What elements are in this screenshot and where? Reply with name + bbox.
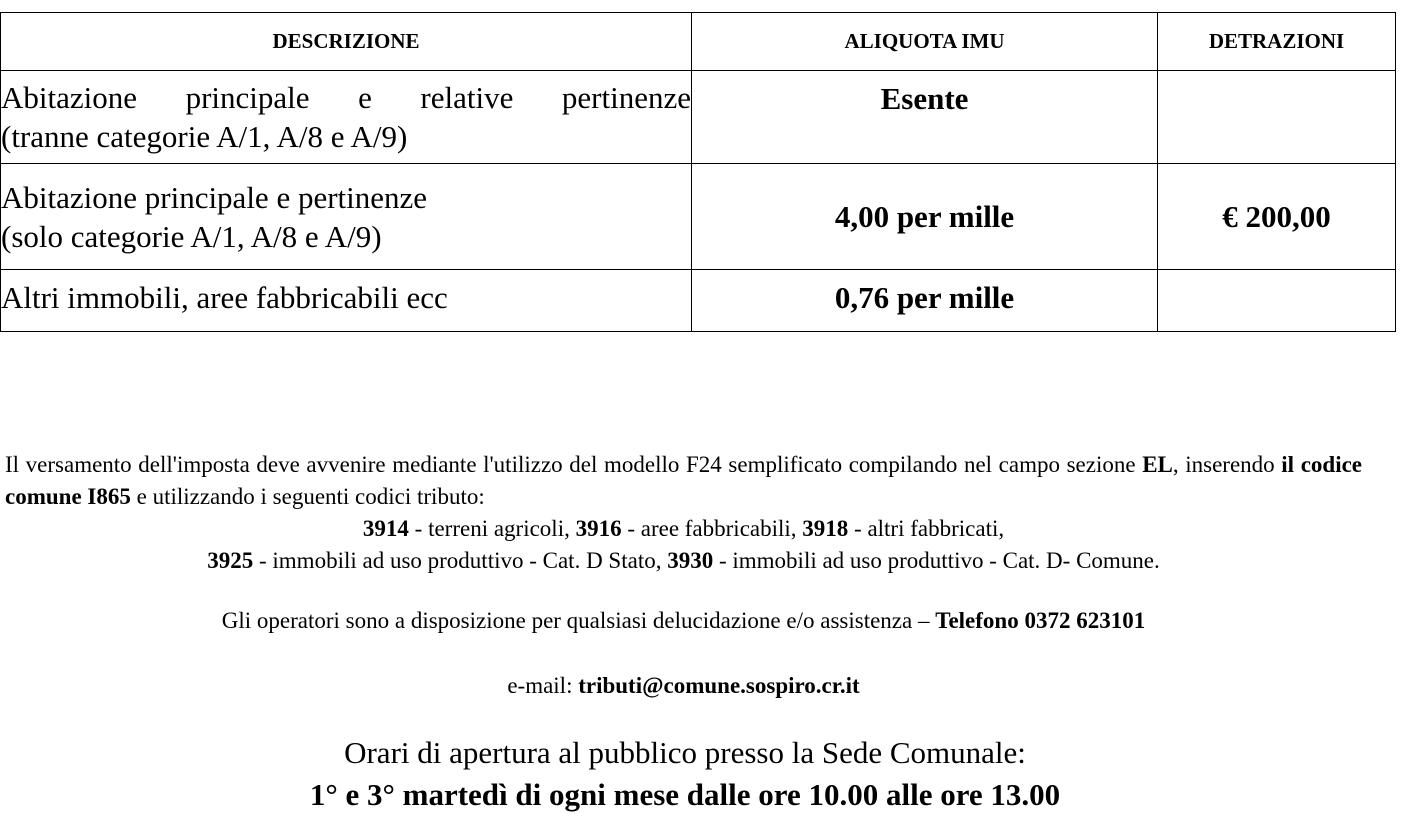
tribute-code: 3916 [575,516,622,541]
tribute-label: - terreni agricoli, [408,516,576,541]
description-line: (solo categorie A/1, A/8 e A/9) [1,218,382,254]
tribute-label: - altri fabbricati, [848,516,1005,541]
tribute-code: 3914 [362,516,409,541]
tribute-code: 3930 [667,548,714,573]
description-line: (tranne categorie A/1, A/8 e A/9) [1,119,408,154]
tribute-codes-line-2 [5,545,1362,577]
opening-hours-title: Orari di apertura al pubblico presso la Sede Comunale: [344,735,1026,770]
row-rate: 4,00 per mille [692,164,1158,270]
tribute-code: 3918 [802,516,849,541]
comune-code: il codice comune I865 [5,452,1363,509]
row-rate: 0,76 per mille [692,270,1158,332]
row-description [1,71,692,164]
description-line: Abitazione principale e relative pertinenze [1,80,691,115]
phone-number: Telefono 0372 623101 [935,608,1146,633]
payment-intro: Il versamento dell'imposta deve avvenire mediante l'utilizzo del modello F24 semplificato compilando nel campo sezione [5,452,1143,477]
tribute-label: - aree fabbricabili, [621,516,803,541]
row-description [1,270,692,332]
payment-instructions [5,449,1362,513]
description-line: Abitazione principale e pertinenze [1,179,428,215]
email-info [5,670,1362,702]
section-code: EL [1142,452,1173,477]
email-label: e-mail: [507,673,579,698]
table-header-row [1,13,1396,71]
header-aliquota: ALIQUOTA IMU [692,13,1158,71]
payment-tail: e utilizzando i seguenti codici tributo: [130,484,485,509]
row-rate: Esente [692,71,1158,164]
payment-mid: , inserendo [1172,452,1282,477]
tribute-codes-line-1 [5,513,1362,545]
description-line: Altri immobili, aree fabbricabili ecc [1,280,448,315]
row-description [1,164,692,270]
opening-hours-schedule: 1° e 3° martedì di ogni mese dalle ore 10.00 alle ore 13.00 [309,777,1061,812]
table-row [1,270,1396,332]
operators-info [5,605,1362,637]
header-detrazioni: DETRAZIONI [1158,13,1396,71]
operators-text: Gli operatori sono a disposizione per qualsiasi delucidazione e/o assistenza – [221,608,936,633]
row-deduction [1158,270,1396,332]
table-row [1,71,1396,164]
tribute-code: 3925 [207,548,254,573]
tribute-label: - immobili ad uso produttivo - Cat. D- Comune. [713,548,1160,573]
imu-rates-table [0,12,1396,332]
table-row [1,164,1396,270]
email-address[interactable]: tributi@comune.sospiro.cr.it [578,673,860,698]
header-descrizione: DESCRIZIONE [1,13,692,71]
tribute-label: - immobili ad uso produttivo - Cat. D Stato, [253,548,668,573]
row-deduction: € 200,00 [1158,164,1396,270]
row-deduction [1158,71,1396,164]
